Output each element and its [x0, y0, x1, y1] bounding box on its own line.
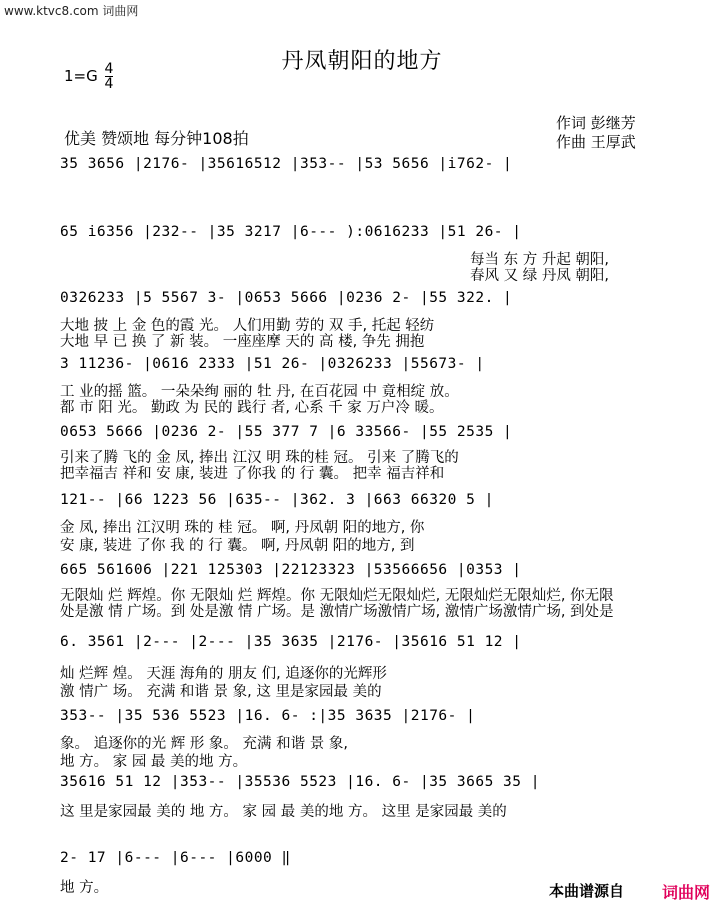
site-logo: 词曲网: [661, 883, 710, 902]
notation-row: 665 561606 |221 125303 |22123323 |53566656 |0353 |: [60, 562, 522, 578]
key-signature: [64, 62, 113, 91]
lyric-line: 无限灿 烂 辉煌。你 无限灿 烂 辉煌。你 无限灿烂无限灿烂, 无限灿烂无限灿烂, 你无限: [60, 588, 614, 604]
lyric-line: 灿 烂辉 煌。 天涯 海角的 朋友 们, 追逐你的光辉形: [60, 666, 387, 682]
time-signature: [105, 62, 114, 91]
notation-row: 0326233 |5 5567 3- |0653 5666 |0236 2- |55 322. |: [60, 290, 513, 306]
lyric-line: 处是激 情 广场。到 处是激 情 广场。是 激情广场激情广场, 激情广场激情广场, 到处是: [60, 604, 614, 620]
lyric-line: 安 康, 装进 了你 我 的 行 囊。 啊, 丹凤朝 阳的地方, 到: [60, 538, 415, 554]
beats-top: 4: [104, 61, 114, 77]
lyric-line: 这 里是家园最 美的 地 方。 家 园 最 美的地 方。 这里 是家园最 美的: [60, 804, 507, 820]
lyric-line: 大地 早 已 换 了 新 装。 一座座摩 天的 高 楼, 争先 拥抱: [60, 334, 425, 350]
lyric-line: 每当 东 方 升起 朝阳,: [470, 252, 610, 268]
lyric-line: 象。 追逐你的光 辉 形 象。 充满 和谐 景 象,: [60, 736, 348, 752]
notation-row: 35616 51 12 |353-- |35536 5523 |16. 6- |35 3665 35 |: [60, 774, 540, 790]
notation-row: 121-- |66 1223 56 |635-- |362. 3 |663 66320 5 |: [60, 492, 494, 508]
notation-row: 65 i6356 |232-- |35 3217 |6--- ):0616233 |51 26- |: [60, 224, 522, 240]
notation-row: 353-- |35 536 5523 |16. 6- :|35 3635 |2176- |: [60, 708, 476, 724]
lyric-line: 把幸福吉 祥和 安 康, 装进 了你我 的 行 囊。 把幸 福吉祥和: [60, 466, 445, 482]
key-label: 1=G: [64, 67, 98, 85]
notation-row: 35 3656 |2176- |35616512 |353-- |53 5656 |i762- |: [60, 156, 513, 172]
lyric-line: 地 方。: [60, 880, 109, 896]
notation-row: 6. 3561 |2--- |2--- |35 3635 |2176- |35616 51 12 |: [60, 634, 522, 650]
lyric-line: 激 情广 场。 充满 和谐 景 象, 这 里是家园最 美的: [60, 684, 382, 700]
lyric-line: 金 凤, 捧出 江汉明 珠的 桂 冠。 啊, 丹凤朝 阳的地方, 你: [60, 520, 425, 536]
lyric-line: 都 市 阳 光。 勤政 为 民的 践行 者, 心系 千 家 万户冷 暖。: [60, 400, 444, 416]
beats-bottom: 4: [104, 76, 114, 92]
composer-credit: 作曲 王厚武: [556, 133, 636, 151]
notation-row: 2- 17 |6--- |6--- |6000 ‖: [60, 850, 291, 866]
site-watermark: www.ktvc8.com 词曲网: [4, 4, 139, 18]
lyric-line: 春风 又 绿 丹凤 朝阳,: [470, 268, 610, 284]
tempo-marking: 优美 赞颂地 每分钟108拍: [64, 129, 249, 148]
notation-row: 3 11236- |0616 2333 |51 26- |0326233 |55673- |: [60, 356, 485, 372]
song-title: 丹凤朝阳的地方: [281, 49, 443, 74]
source-note: 本曲谱源自: [548, 882, 624, 900]
lyric-line: 地 方。 家 园 最 美的地 方。: [60, 754, 248, 770]
lyric-line: 工 业的摇 篮。 一朵朵绚 丽的 牡 丹, 在百花园 中 竟相绽 放。: [60, 384, 459, 400]
lyric-line: 引来了腾 飞的 金 凤, 捧出 江汉 明 珠的桂 冠。 引来 了腾飞的: [60, 450, 459, 466]
notation-row: 0653 5666 |0236 2- |55 377 7 |6 33566- |55 2535 |: [60, 424, 513, 440]
lyric-line: 大地 披 上 金 色的霞 光。 人们用勤 劳的 双 手, 托起 轻纺: [60, 318, 435, 334]
lyricist-credit: 作词 彭继芳: [556, 114, 636, 132]
